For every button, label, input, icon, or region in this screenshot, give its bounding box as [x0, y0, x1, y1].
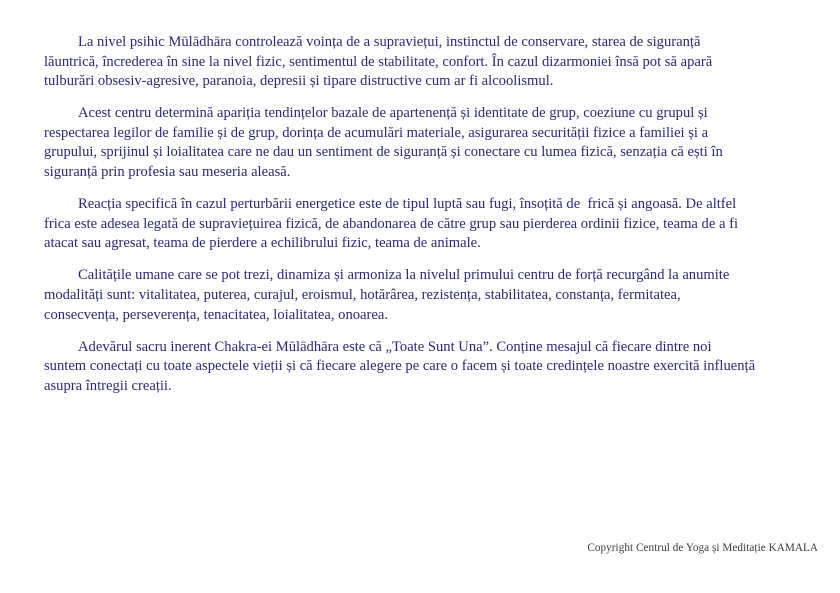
body-paragraph: La nivel psihic Mūlādhāra controlează voința de a supraviețui, instinctul de conservare, starea de siguranță lăuntrică, încrederea în sine la nivel fizic, sentimentul de stabilitate, confort. În cazul dizarmoniei însă pot să apară tulburări obsesiv-agresive, paranoia, depresii și tipare distructive cum ar fi alcoolismul. — [44, 34, 716, 90]
body-paragraph: Adevărul sacru inerent Chakra-ei Mūlādhāra este că „Toate Sunt Una”. Conține mesajul că fiecare dintre noi suntem conectați cu toate aspectele vieții și că fiecare alegere pe care o facem și toate credințele noastre exercită influență asupra întregii creații. — [44, 338, 759, 394]
body-paragraph: Acest centru determină apariția tendințelor bazale de apartenență și identitate de grup, coeziune cu grupul și respectarea legilor de familie și de grup, dorința de acumulări materiale, asigurarea securității fizice a familiei și a grupului, sprijinul și loialitatea care ne dau un sentiment de siguranță și conectare cu lumea fizică, senzația că ești în siguranță prin profesia sau meseria aleasă. — [44, 105, 727, 181]
body-paragraph: Calitățile umane care se pot trezi, dinamiza și armoniza la nivelul primului centru de forță recurgând la anumite modalități sunt: vitalitatea, puterea, curajul, eroismul, hotărârea, rezistența, stabilitatea, constanța, fermitatea, consecvența, perseverența, tenacitatea, loialitatea, onoarea. — [44, 267, 733, 323]
body-paragraph: Reacția specifică în cazul perturbării energetice este de tipul luptă sau fugi, însoțită de frică și angoasă. De altfel frica este adesea legată de supraviețuirea fizică, de abandonarea de către grup sau pierderea ordinii fizice, teama de a fi atacat sau agresat, teama de pierdere a echilibrului fizic, teama de animale. — [44, 196, 742, 252]
copyright-notice: Copyright Centrul de Yoga și Meditație KAMALA — [587, 542, 818, 554]
document-body — [44, 33, 759, 397]
document-footer — [0, 538, 818, 556]
